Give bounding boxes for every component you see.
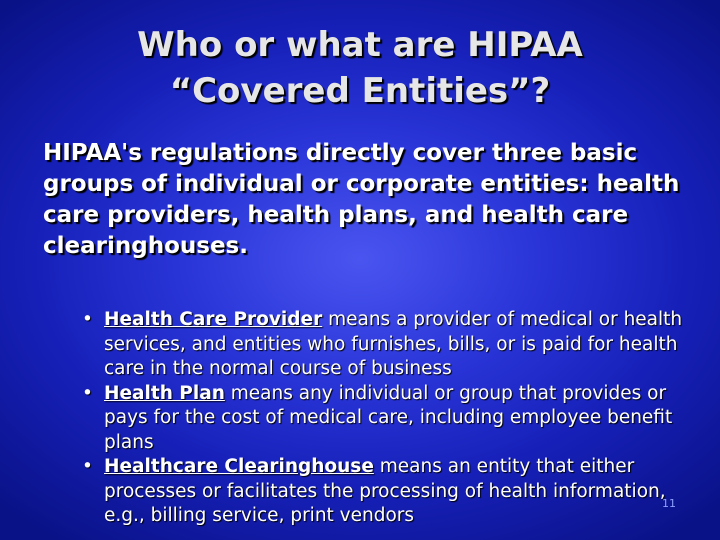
slide-title-line-1: Who or what are HIPAA — [137, 25, 583, 65]
definition-list — [82, 308, 702, 529]
bullet-definition: means a provider of medical or health services, and entities who furnishes, bills, or is paid for health care in the normal course of business — [104, 309, 683, 379]
bullet-definition: means an entity that either processes or facilitates the processing of health information, e.g., billing service, print vendors — [104, 456, 666, 526]
bullet-definition: means any individual or group that provides or pays for the cost of medical care, including employee benefit plans — [104, 382, 673, 453]
page-number: 11 — [662, 497, 676, 510]
bullet-icon: • — [82, 309, 93, 330]
bullet-item-health-care-provider — [82, 308, 702, 382]
bullet-term: Health Plan — [104, 382, 225, 404]
bullet-item-healthcare-clearinghouse — [82, 455, 702, 529]
bullet-term: Health Care Provider — [104, 309, 323, 330]
bullet-term: Healthcare Clearinghouse — [104, 456, 374, 477]
intro-paragraph: HIPAA's regulations directly cover three basic groups of individual or corporate entities: health care providers, health plans, and health care clearinghouses. — [43, 140, 680, 259]
slide-title — [0, 22, 720, 114]
bullet-item-health-plan — [82, 382, 702, 456]
bullet-icon: • — [82, 382, 93, 404]
slide-title-line-2: “Covered Entities”? — [169, 71, 551, 111]
bullet-icon: • — [82, 456, 93, 477]
